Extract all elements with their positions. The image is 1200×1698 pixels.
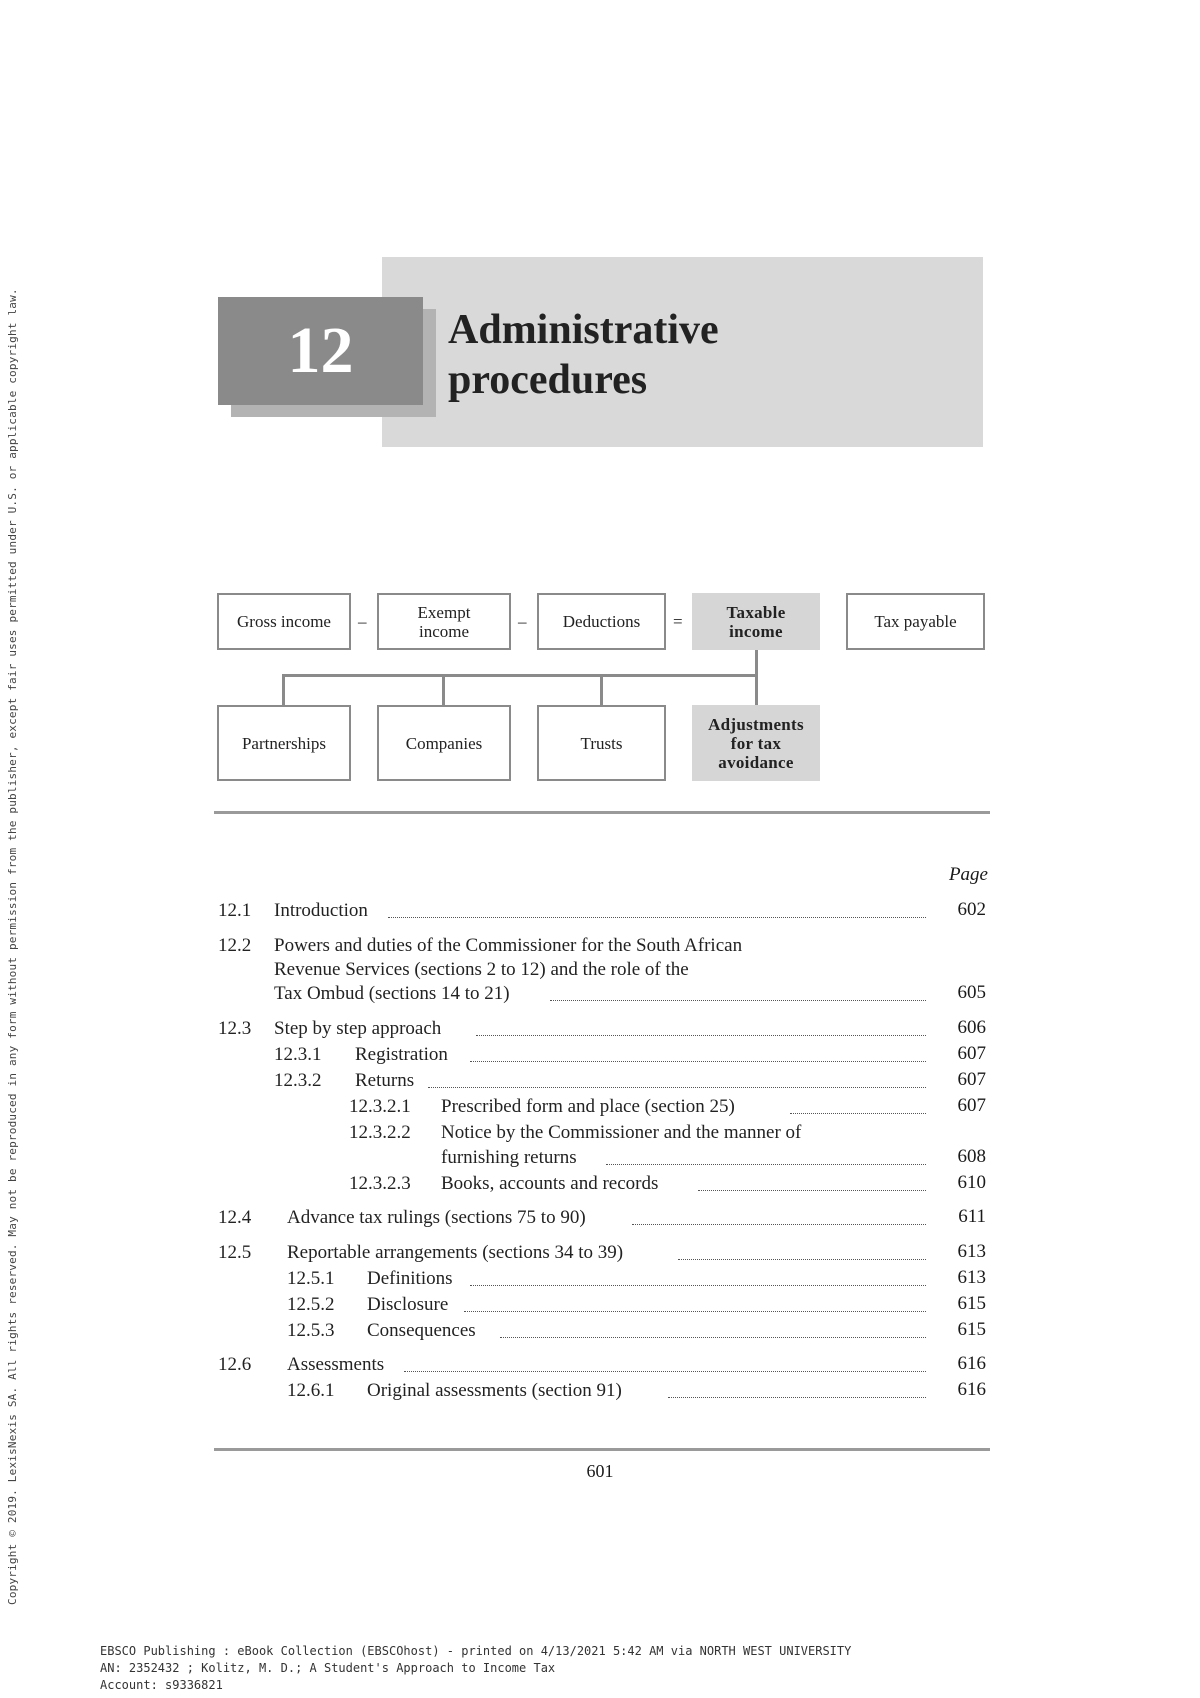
toc-title: Introduction [274, 900, 368, 921]
toc-leader [632, 1224, 926, 1225]
toc-title-line-1: Powers and duties of the Commissioner for the South African [274, 935, 743, 956]
toc-title: Definitions [367, 1268, 453, 1289]
toc-page: 616 [957, 1353, 986, 1374]
connector-line [282, 674, 285, 706]
toc-number: 12.5.2 [287, 1294, 335, 1315]
exempt-income-label-1: Exempt [417, 602, 471, 622]
toc-leader [500, 1337, 926, 1338]
toc-number: 12.3.1 [274, 1044, 322, 1065]
toc-number: 12.3.2 [274, 1070, 322, 1091]
toc-number: 12.6 [218, 1354, 252, 1375]
toc-leader [678, 1259, 926, 1260]
toc-leader [428, 1087, 926, 1088]
toc-title: Prescribed form and place (section 25) [441, 1096, 735, 1117]
equals-operator: = [673, 612, 683, 631]
toc-title-line-3: Tax Ombud (sections 14 to 21) [274, 983, 510, 1004]
toc-title: Returns [355, 1070, 415, 1091]
toc-number: 12.3.2.3 [349, 1173, 411, 1194]
connector-line [600, 674, 603, 706]
chapter-title-line-2: procedures [448, 357, 648, 403]
toc-page: 606 [957, 1017, 986, 1038]
deductions-label: Deductions [562, 612, 641, 631]
toc-leader [790, 1113, 926, 1114]
toc-leader [476, 1035, 926, 1036]
toc-page: 605 [957, 982, 986, 1003]
toc-leader [668, 1397, 926, 1398]
footer-line-2: AN: 2352432 ; Kolitz, M. D.; A Student's Approach to Income Tax [100, 1661, 556, 1675]
toc-number: 12.6.1 [287, 1380, 335, 1401]
companies-label: Companies [405, 733, 483, 753]
toc-number: 12.5.3 [287, 1320, 335, 1341]
toc-number: 12.3.2.1 [349, 1096, 411, 1117]
tax-payable-label: Tax payable [874, 612, 957, 631]
chapter-title-line-1: Administrative [448, 307, 719, 353]
copyright-side-note: Copyright © 2019. LexisNexis SA. All rights reserved. May not be reproduced in any form without permission from the publisher, except fair uses permitted under U.S. or applicable copyright law. [6, 288, 19, 1605]
toc-page: 607 [957, 1095, 986, 1116]
toc-leader [470, 1285, 926, 1286]
exempt-income-label-2: income [418, 621, 470, 641]
footer-line-3: Account: s9336821 [100, 1678, 223, 1692]
toc-title: Disclosure [367, 1294, 449, 1315]
trusts-box [537, 705, 666, 781]
toc-title: Advance tax rulings (sections 75 to 90) [287, 1207, 586, 1228]
toc-leader [550, 1000, 926, 1001]
toc-page: 602 [957, 899, 986, 920]
toc-title: Assessments [287, 1354, 385, 1375]
toc-page: 613 [957, 1267, 986, 1288]
toc-title: Original assessments (section 91) [367, 1380, 622, 1401]
toc-title: Step by step approach [274, 1018, 442, 1039]
connector-line [442, 674, 445, 706]
toc-title-line-2: Revenue Services (sections 2 to 12) and the role of the [274, 959, 689, 980]
deductions-box [537, 593, 666, 650]
companies-box [377, 705, 511, 781]
footer-rule [214, 1448, 990, 1451]
toc-leader [388, 917, 926, 918]
toc-page: 615 [957, 1319, 986, 1340]
footer-line-1: EBSCO Publishing : eBook Collection (EBSCOhost) - printed on 4/13/2021 5:42 AM via NORTH WEST UNIVERSITY [100, 1644, 852, 1658]
toc-page: 607 [957, 1069, 986, 1090]
toc-number: 12.5.1 [287, 1268, 335, 1289]
toc-leader [606, 1164, 926, 1165]
toc-page: 613 [957, 1241, 986, 1262]
toc-leader [698, 1190, 926, 1191]
connector-line [755, 674, 758, 706]
partnerships-box [217, 705, 351, 781]
adjustments-box [692, 705, 820, 781]
chapter-number: 12 [218, 297, 423, 405]
taxable-income-box [692, 593, 820, 650]
toc-title-line-2: furnishing returns [441, 1147, 577, 1168]
toc-number: 12.1 [218, 900, 252, 921]
taxable-income-label-1: Taxable [726, 602, 786, 622]
trusts-label: Trusts [580, 733, 623, 753]
divider-rule [214, 811, 990, 814]
exempt-income-box [377, 593, 511, 650]
toc-number: 12.3 [218, 1018, 252, 1039]
taxable-income-label-2: income [729, 621, 783, 641]
partnerships-label: Partnerships [241, 733, 327, 753]
toc-title: Reportable arrangements (sections 34 to 39) [287, 1242, 624, 1263]
adjustments-label-3: avoidance [718, 752, 794, 772]
tax-payable-box [846, 593, 985, 650]
toc-leader [404, 1371, 926, 1372]
toc-title: Consequences [367, 1320, 476, 1341]
toc-page: 611 [958, 1206, 986, 1227]
chapter-title [448, 305, 719, 405]
toc-number: 12.5 [218, 1242, 252, 1263]
toc-number: 12.2 [218, 935, 252, 956]
toc-page: 616 [957, 1379, 986, 1400]
toc-number: 12.3.2.2 [349, 1122, 411, 1143]
minus-operator: – [358, 612, 367, 631]
toc-title: Registration [355, 1044, 448, 1065]
minus-operator: – [518, 612, 527, 631]
toc-page: 607 [957, 1043, 986, 1064]
toc-leader [464, 1311, 926, 1312]
gross-income-box [217, 593, 351, 650]
connector-line [755, 650, 758, 675]
toc-leader [470, 1061, 926, 1062]
gross-income-label: Gross income [237, 612, 331, 631]
contents-page-heading: Page [948, 864, 988, 885]
toc-page: 610 [957, 1172, 986, 1193]
page-number: 601 [586, 1461, 614, 1481]
connector-line [282, 674, 758, 677]
adjustments-label-1: Adjustments [708, 714, 804, 734]
toc-number: 12.4 [218, 1207, 252, 1228]
toc-page: 608 [957, 1146, 986, 1167]
adjustments-label-2: for tax [730, 733, 782, 753]
toc-page: 615 [957, 1293, 986, 1314]
toc-title: Books, accounts and records [441, 1173, 659, 1194]
toc-title-line-1: Notice by the Commissioner and the manner of [441, 1122, 802, 1143]
